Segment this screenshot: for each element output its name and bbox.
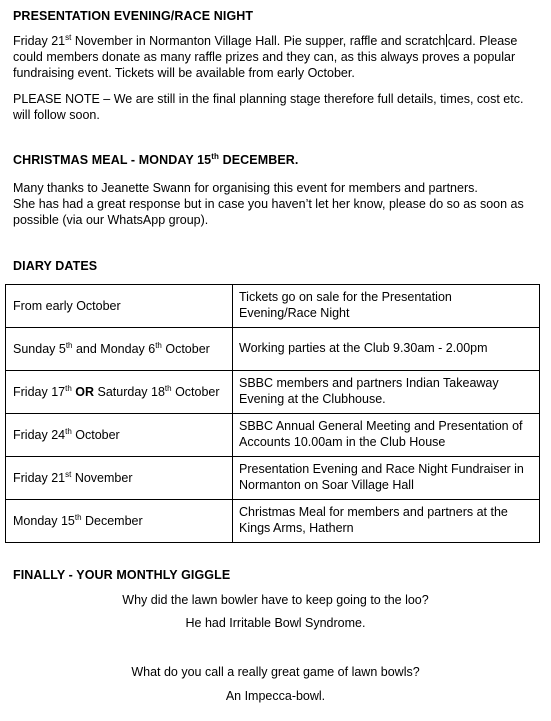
ordinal-suffix: th xyxy=(65,340,73,350)
diary-event: Presentation Evening and Race Night Fundraiser in Normanton on Soar Village Hall xyxy=(233,457,540,500)
date-text: October xyxy=(161,342,210,356)
presentation-date-text: Friday 21 xyxy=(13,34,66,48)
presentation-paragraph xyxy=(13,33,543,81)
diary-date xyxy=(6,371,233,414)
diary-date xyxy=(6,328,233,371)
diary-date xyxy=(6,285,233,328)
christmas-paragraph xyxy=(13,180,543,228)
diary-event: Working parties at the Club 9.30am - 2.00pm xyxy=(233,328,540,371)
ordinal-suffix: th xyxy=(65,426,72,436)
table-row xyxy=(6,414,540,457)
diary-date xyxy=(6,457,233,500)
ordinal-suffix: st xyxy=(65,469,72,479)
christmas-line-2: She has had a great response but in case you haven’t let her know, please do so as soon as possible (via our WhatsApp group). xyxy=(13,197,524,227)
diary-event: Christmas Meal for members and partners at the Kings Arms, Hathern xyxy=(233,500,540,543)
table-row xyxy=(6,500,540,543)
giggle-heading: FINALLY - YOUR MONTHLY GIGGLE xyxy=(13,568,231,582)
diary-table xyxy=(5,284,540,543)
presentation-details xyxy=(13,33,543,81)
christmas-line-1: Many thanks to Jeanette Swann for organising this event for members and partners. xyxy=(13,181,478,195)
date-text: Sunday 5 xyxy=(13,342,66,356)
table-row xyxy=(6,457,540,500)
presentation-note: PLEASE NOTE – We are still in the final planning stage therefore full details, times, cost etc. will follow soon. xyxy=(13,92,524,122)
date-text: November xyxy=(71,471,133,485)
date-text: From early October xyxy=(13,299,121,313)
ordinal-suffix: th xyxy=(164,383,172,393)
date-text: October xyxy=(171,385,220,399)
diary-event: SBBC members and partners Indian Takeaway Evening at the Clubhouse. xyxy=(233,371,540,414)
date-text: October xyxy=(71,428,120,442)
christmas-heading-text: CHRISTMAS MEAL - MONDAY 15 xyxy=(13,153,212,167)
diary-event: Tickets go on sale for the Presentation Evening/Race Night xyxy=(233,285,540,328)
date-text: Friday 21 xyxy=(13,471,66,485)
presentation-heading: PRESENTATION EVENING/RACE NIGHT xyxy=(13,9,254,23)
date-text: Friday 17 xyxy=(13,385,66,399)
diary-event: SBBC Annual General Meeting and Presentation of Accounts 10.00am in the Club House xyxy=(233,414,540,457)
date-text: Monday 15 xyxy=(13,514,75,528)
date-text: and Monday 6 xyxy=(72,342,156,356)
presentation-details-text-cont: card. Please could members donate as many raffle prizes and they can, as this always proves a popular fundraising event. Tickets will be available from early October. xyxy=(13,34,518,80)
christmas-heading xyxy=(13,153,298,167)
date-or-text: OR xyxy=(75,385,95,399)
diary-date xyxy=(6,500,233,543)
ordinal-suffix: th xyxy=(65,383,72,393)
christmas-heading-month: DECEMBER. xyxy=(219,153,299,167)
joke-answer-2: An Impecca-bowl. xyxy=(225,689,326,703)
ordinal-suffix: st xyxy=(65,32,72,42)
date-text: December xyxy=(81,514,143,528)
table-row xyxy=(6,285,540,328)
joke-question-2: What do you call a really great game of lawn bowls? xyxy=(131,665,420,679)
table-row xyxy=(6,328,540,371)
date-text: Saturday 18 xyxy=(97,385,165,399)
date-text: Friday 24 xyxy=(13,428,66,442)
ordinal-suffix: th xyxy=(155,340,162,350)
joke-question-1: Why did the lawn bowler have to keep going to the loo? xyxy=(122,593,429,607)
presentation-details-text: November in Normanton Village Hall. Pie supper, raffle and scratch xyxy=(71,34,446,48)
diary-heading: DIARY DATES xyxy=(13,259,98,273)
table-row xyxy=(6,371,540,414)
joke-answer-1: He had Irritable Bowl Syndrome. xyxy=(185,616,366,630)
diary-date xyxy=(6,414,233,457)
ordinal-suffix: th xyxy=(74,512,82,522)
ordinal-suffix: th xyxy=(211,151,219,161)
